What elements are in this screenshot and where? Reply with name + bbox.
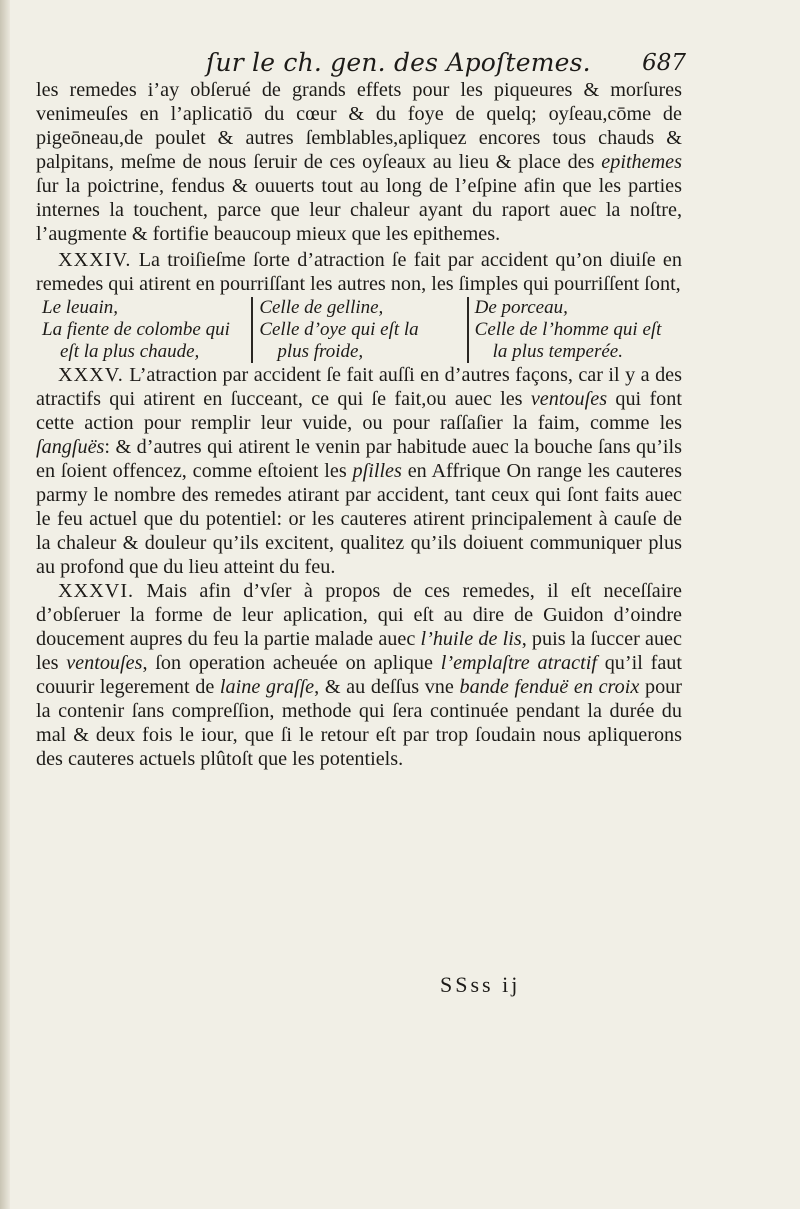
paragraph-text: , puis la ſuccer auec les (36, 628, 682, 674)
table-cell: plus froide, (277, 341, 364, 362)
paragraph-continued (36, 78, 682, 246)
table-cell: Celle de gelline, (259, 297, 384, 318)
page-body (36, 78, 682, 771)
paragraph-xxxvi (36, 579, 682, 771)
paragraph-xxxv (36, 363, 682, 579)
italic-term: l’emplaſtre atractif (440, 652, 597, 674)
signature-mark: SSss ij (440, 972, 521, 997)
simples-column-1 (36, 297, 251, 363)
paragraph-number: XXXV. (58, 364, 124, 386)
paragraph-text: en Affrique On range les cauteres parmy le nombre des remedes atirant par accident, tant ceux qui ſont faits auec le feu actuel que du potentiel: or les cauteres atirent principalement à cauſe de la chaleur & douleur qu’ils excitent, qualitez qu’ils doiuent communiquer plus au profond que du lieu atteint du feu. (36, 460, 682, 578)
table-cell: De porceau, (474, 297, 568, 318)
paragraph-text: pour la contenir ſans compreſſion, methode qui ſera continuée pendant la durée du mal & deux fois le iour, que ſi le retour eſt par trop ſoudain nous apliquerons des cauteres actuels plûtoſt que les potentiels. (36, 676, 682, 770)
page-number: 687 (642, 50, 686, 76)
italic-term: l’huile de lis (420, 628, 522, 650)
italic-term: ventouſes (530, 388, 608, 410)
italic-term: ſangſuës (36, 436, 105, 458)
paragraph-text: , ſon operation acheuée on aplique (142, 652, 441, 674)
italic-term: bande fenduë en croix (459, 676, 640, 698)
italic-term: laine graſſe (219, 676, 315, 698)
table-cell: eſt la plus chaude, (60, 341, 200, 362)
table-cell: La fiente de colombe qui (42, 319, 230, 340)
table-cell: la plus temperée. (492, 341, 623, 362)
simples-column-2 (251, 297, 466, 363)
table-cell: Le leuain, (42, 297, 118, 318)
simples-column-3 (467, 297, 682, 363)
table-cell: Celle d’oye qui eſt la (259, 319, 419, 340)
paragraph-text: La troiſieſme ſorte d’atraction ſe fait par accident qu’on diuiſe en remedes qui atirent en pourriſſant les autres non, les ſimples qui pourriſſent ſont, (36, 249, 682, 295)
paragraph-text: qu’il faut couurir legerement de (36, 652, 682, 698)
running-title: ſur le ch. gen. des Apoſtemes. (206, 48, 591, 77)
page-gutter-shadow (0, 0, 10, 1209)
italic-term: pſilles (352, 460, 402, 482)
paragraph-number: XXXIV. (58, 249, 132, 271)
paragraph-text: : & d’autres qui atirent le venin par habitude auec la bouche ſans qu’ils en ſoient offencez, comme eſtoient les (36, 436, 682, 482)
table-cell: Celle de l’homme qui eſt (474, 319, 662, 340)
italic-term: epithemes (601, 151, 683, 173)
paragraph-text: ſur la poictrine, fendus & ouuerts tout au long de l’eſpine afin que les parties internes la touchent, parce que leur chaleur ayant du raport auec la noſtre, l’augmente & fortifie beaucoup mieux que les epithemes. (36, 175, 682, 245)
paragraph-text: L’atraction par accident ſe fait auſſi en d’autres façons, car il y a des atractifs qui atirent en ſucceant, ce qui ſe fait,ou auec les (36, 364, 682, 410)
paragraph-text: qui font cette action pour remplir leur vuide, ou pour raſſaſier la faim, comme les (36, 388, 682, 434)
italic-term: ventouſes (66, 652, 143, 674)
paragraph-xxxiv (36, 248, 682, 296)
paragraph-number: XXXVI. (58, 580, 135, 602)
paragraph-text: les remedes i’ay obſerué de grands effets pour les piqueures & morſures venimeuſes en l’aplicatiō du cœur & du foye de quelq; oyſeau,cōme de pigeōneau,de poulet & autres ſemblables,apliquez encores tous chauds & palpitans, meſme de nous ſeruir de ces oyſeaux au lieu & place des (36, 79, 682, 173)
paragraph-text: , & au deſſus vne (314, 676, 460, 698)
page-header (36, 48, 686, 78)
paragraph-text: Mais afin d’vſer à propos de ces remedes, il eſt neceſſaire d’obſeruer la forme de leur aplication, qui eſt au dire de Guidon d’oindre doucement aupres du feu la partie malade auec (36, 580, 682, 650)
simples-table (36, 297, 682, 363)
